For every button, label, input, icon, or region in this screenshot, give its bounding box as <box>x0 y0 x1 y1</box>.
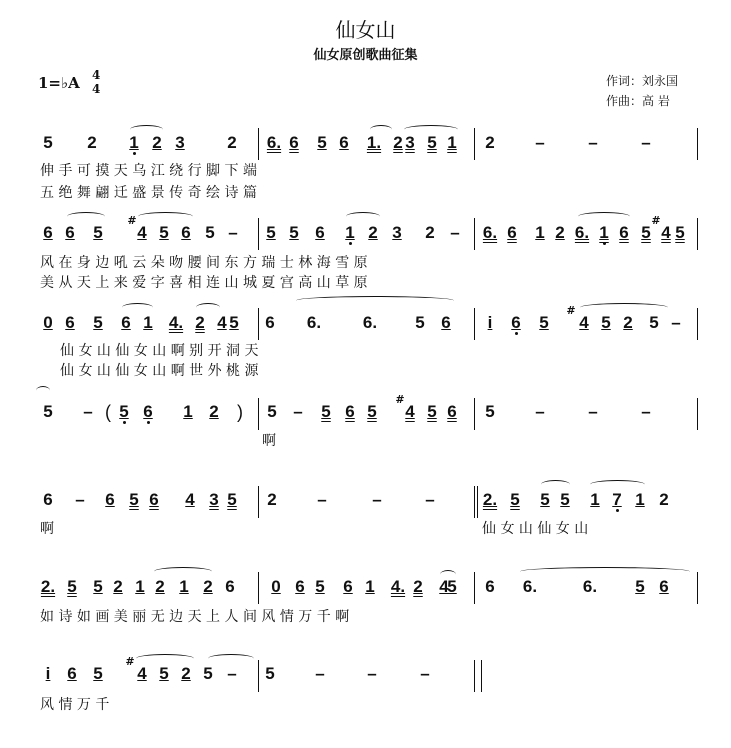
line6-note: 6 <box>485 577 495 596</box>
line3-note: 6 <box>65 313 75 332</box>
line1-note: 3 <box>175 133 185 152</box>
line2-note: 2 <box>555 223 565 242</box>
slur-arc <box>346 212 380 221</box>
octave-dot <box>603 242 606 245</box>
sharp-sign: # <box>395 393 405 406</box>
lyric-line3-verse1: 仙 女 山 仙 女 山 啊 别 开 洞 天 <box>60 343 259 359</box>
line5-note: 5 <box>540 490 550 509</box>
4 <box>481 660 482 692</box>
2 <box>474 660 475 692</box>
line2-note: 6 <box>181 223 191 242</box>
line2-note: 1 <box>535 223 545 242</box>
slur-arc <box>208 654 254 663</box>
line4-note: 5 <box>485 402 495 421</box>
bar-line <box>258 128 259 160</box>
line1-note: 2 <box>227 133 237 152</box>
bar-line <box>258 218 259 250</box>
sharp-sign: # <box>651 214 661 227</box>
line7-note: – <box>367 664 377 683</box>
octave-dot <box>515 332 518 335</box>
line3-note: 4. <box>168 313 184 332</box>
line4-note: 4 <box>405 402 415 421</box>
bar-line <box>697 398 698 430</box>
bar-line <box>258 398 259 430</box>
slur-arc <box>196 303 220 312</box>
line4-note: – <box>293 402 303 421</box>
slur-arc <box>296 296 454 305</box>
line6-note: 4. <box>390 577 406 596</box>
line2-note: 6 <box>43 223 53 242</box>
line1-note: – <box>641 133 651 152</box>
line7-note: 2 <box>181 664 191 683</box>
lyric-line2-verse1: 风 在 身 边 吼 云 朵 吻 腰 间 东 方 瑞 士 林 海 雪 原 <box>40 255 368 271</box>
line6-note: 2 <box>203 577 213 596</box>
line1-note: 1 <box>129 133 139 152</box>
line3-note: 0 <box>43 313 53 332</box>
bar-line <box>474 128 475 160</box>
composer-credit: 作曲：高 岩 <box>606 94 670 108</box>
line5-note: 1 <box>590 490 600 509</box>
line1-note: 2 <box>87 133 97 152</box>
line4-note: 5 <box>321 402 331 421</box>
line7-note: 6 <box>67 664 77 683</box>
line5-note: 2. <box>482 490 498 509</box>
slur-arc <box>154 567 212 576</box>
line3-note: – <box>671 313 681 332</box>
line2-note: 1 <box>345 223 355 242</box>
line6-note: 0 <box>271 577 281 596</box>
line5-note: – <box>317 490 327 509</box>
line6-note: 6 <box>343 577 353 596</box>
line1-note: 1 <box>447 133 457 152</box>
line3-note: 5 <box>229 313 239 332</box>
line7-note: 4 <box>137 664 147 683</box>
lyric-line2-verse2: 美 从 天 上 来 爱 字 喜 相 连 山 城 夏 宫 高 山 草 原 <box>40 275 368 291</box>
line4-note: – <box>535 402 545 421</box>
line1-note: 2 <box>393 133 403 152</box>
time-bottom: 4 <box>92 82 101 96</box>
line2-note: 6 <box>315 223 325 242</box>
line2-note: 5 <box>93 223 103 242</box>
line5-note: 5 <box>227 490 237 509</box>
line4-note: 5 <box>119 402 129 421</box>
line4-note: – <box>588 402 598 421</box>
line4-note: 6 <box>447 402 457 421</box>
slur-arc <box>541 480 570 489</box>
bar-line <box>697 218 698 250</box>
line2-note: 2 <box>368 223 378 242</box>
line7-note: 5 <box>203 664 213 683</box>
line6-note: 4 <box>439 577 449 596</box>
line6-note: 6. <box>582 577 598 596</box>
line6-note: 1 <box>179 577 189 596</box>
line4-note: 1 <box>183 402 193 421</box>
line2-note: 5 <box>289 223 299 242</box>
line5-note: 2 <box>659 490 669 509</box>
line5-note: 7 <box>612 490 622 509</box>
line6-note: 6. <box>522 577 538 596</box>
line4-note: 5 <box>267 402 277 421</box>
sharp-sign: # <box>127 214 137 227</box>
line4-note: 6 <box>345 402 355 421</box>
line6-note: 2 <box>413 577 423 596</box>
key-signature: 1=♭A <box>38 74 80 92</box>
line3-note: 6 <box>121 313 131 332</box>
line3-note: 5 <box>601 313 611 332</box>
line5-note: 1 <box>635 490 645 509</box>
line6-note: 6 <box>225 577 235 596</box>
line2-note: 4 <box>137 223 147 242</box>
line1-note: – <box>535 133 545 152</box>
bar-line <box>258 660 259 692</box>
line7-note: 5 <box>93 664 103 683</box>
line1-note: 5 <box>317 133 327 152</box>
lyric-line1-verse1: 伸 手 可 摸 天 乌 江 绕 行 脚 下 端 <box>40 163 257 179</box>
bar-line <box>474 308 475 340</box>
lyric-line7: 风 情 万 千 <box>40 697 110 713</box>
line3-note: 1 <box>143 313 153 332</box>
line2-note: – <box>228 223 238 242</box>
line2-note: 6. <box>574 223 590 242</box>
line6-note: 2 <box>155 577 165 596</box>
bar-line <box>474 572 475 604</box>
line7-note: 5 <box>159 664 169 683</box>
line4-note: 2 <box>209 402 219 421</box>
line1-note: 2 <box>485 133 495 152</box>
line6-note: 5 <box>315 577 325 596</box>
line3-note: 2 <box>195 313 205 332</box>
slur-arc <box>122 303 153 312</box>
line2-note: 1 <box>599 223 609 242</box>
slur-arc <box>580 303 668 312</box>
bar-line <box>697 308 698 340</box>
song-subtitle: 仙女原创歌曲征集 <box>313 48 418 63</box>
lyric-line1-verse2: 五 绝 舞 翩 迁 盛 景 传 奇 绘 诗 篇 <box>40 185 257 201</box>
line3-note: 6. <box>306 313 322 332</box>
line4-note: – <box>83 402 93 421</box>
slur-arc <box>130 125 163 134</box>
line5-note: – <box>372 490 382 509</box>
octave-dot <box>616 509 619 512</box>
line6-note: 1 <box>135 577 145 596</box>
line2-note: 4 <box>661 223 671 242</box>
line4-note: 5 <box>43 402 53 421</box>
line4-note: – <box>641 402 651 421</box>
line6-note: 1 <box>365 577 375 596</box>
bar-line <box>697 572 698 604</box>
line5-note: 6 <box>149 490 159 509</box>
line3-note: 5 <box>539 313 549 332</box>
line1-note: 3 <box>405 133 415 152</box>
line6-note: 5 <box>635 577 645 596</box>
slur-arc <box>136 654 194 663</box>
line3-note: 5 <box>415 313 425 332</box>
time-top: 4 <box>92 68 101 82</box>
line1-note: – <box>588 133 598 152</box>
octave-dot <box>349 242 352 245</box>
line1-note: 2 <box>152 133 162 152</box>
line7-note: 5 <box>265 664 275 683</box>
line5-note: 5 <box>129 490 139 509</box>
octave-dot <box>147 421 150 424</box>
line6-note: 5 <box>93 577 103 596</box>
2 <box>474 486 475 518</box>
lyric-line5-a: 啊 <box>40 521 54 537</box>
octave-dot <box>123 421 126 424</box>
sharp-sign: # <box>566 304 576 317</box>
line5-note: 5 <box>510 490 520 509</box>
line3-note: 5 <box>649 313 659 332</box>
line7-note: – <box>420 664 430 683</box>
line3-note: i <box>487 313 493 332</box>
slur-arc <box>138 212 193 221</box>
line7-note: – <box>227 664 237 683</box>
line2-note: 6 <box>507 223 517 242</box>
line3-note: 2 <box>623 313 633 332</box>
bar-line <box>474 218 475 250</box>
line5-note: 6 <box>43 490 53 509</box>
slur-arc <box>590 480 645 489</box>
bar-line <box>258 308 259 340</box>
line6-note: 6 <box>659 577 669 596</box>
line6-note: 5 <box>447 577 457 596</box>
line4-note: 5 <box>367 402 377 421</box>
line3-note: 4 <box>579 313 589 332</box>
line4-note: 5 <box>427 402 437 421</box>
bar-line <box>258 486 259 518</box>
song-title: 仙女山 <box>335 18 396 42</box>
line5-note: 3 <box>209 490 219 509</box>
bar-line <box>697 128 698 160</box>
slur-arc <box>578 212 630 221</box>
line2-note: 5 <box>205 223 215 242</box>
line2-note: 6 <box>619 223 629 242</box>
line1-note: 6 <box>339 133 349 152</box>
line6-note: 2 <box>113 577 123 596</box>
lyricist-credit: 作词：刘永国 <box>606 74 679 88</box>
bar-line <box>258 572 259 604</box>
line4-note: ( <box>105 402 111 422</box>
line3-note: 6 <box>441 313 451 332</box>
line2-note: 5 <box>675 223 685 242</box>
line3-note: 5 <box>93 313 103 332</box>
line1-note: 6. <box>266 133 282 152</box>
line6-note: 6 <box>295 577 305 596</box>
line2-note: 5 <box>266 223 276 242</box>
line6-note: 2. <box>40 577 56 596</box>
line3-note: 4 <box>217 313 227 332</box>
lyric-line5-b: 仙 女 山 仙 女 山 <box>482 521 589 537</box>
line3-note: 6. <box>362 313 378 332</box>
line1-note: 5 <box>427 133 437 152</box>
line2-note: 6 <box>65 223 75 242</box>
line5-note: 4 <box>185 490 195 509</box>
line2-note: 5 <box>159 223 169 242</box>
line2-note: 6. <box>482 223 498 242</box>
line2-note: 3 <box>392 223 402 242</box>
lyric-line4: 啊 <box>262 433 276 449</box>
line4-note: 6 <box>143 402 153 421</box>
lyric-line3-verse2: 仙 女 山 仙 女 山 啊 世 外 桃 源 <box>60 363 259 379</box>
bar-line <box>474 398 475 430</box>
line3-note: 6 <box>265 313 275 332</box>
line7-note: i <box>45 664 51 683</box>
octave-dot <box>133 152 136 155</box>
slur-arc <box>440 570 456 579</box>
line7-note: – <box>315 664 325 683</box>
line5-note: 2 <box>267 490 277 509</box>
line2-note: – <box>450 223 460 242</box>
line5-note: – <box>425 490 435 509</box>
time-signature <box>92 68 100 96</box>
line1-note: 1. <box>366 133 382 152</box>
line1-note: 6 <box>289 133 299 152</box>
line3-note: 6 <box>511 313 521 332</box>
slur-arc <box>67 212 105 221</box>
bar-line <box>477 486 478 518</box>
line2-note: 2 <box>425 223 435 242</box>
line1-note: 5 <box>43 133 53 152</box>
line2-note: 5 <box>641 223 651 242</box>
lyric-line6: 如 诗 如 画 美 丽 无 边 天 上 人 间 风 情 万 千 啊 <box>40 609 350 625</box>
line5-note: – <box>75 490 85 509</box>
slur-arc <box>36 386 50 395</box>
line5-note: 6 <box>105 490 115 509</box>
slur-arc <box>404 125 458 134</box>
slur-arc <box>520 567 690 576</box>
slur-arc <box>370 125 392 134</box>
line4-note: ) <box>237 402 243 422</box>
line6-note: 5 <box>67 577 77 596</box>
line5-note: 5 <box>560 490 570 509</box>
sharp-sign: # <box>125 655 135 668</box>
